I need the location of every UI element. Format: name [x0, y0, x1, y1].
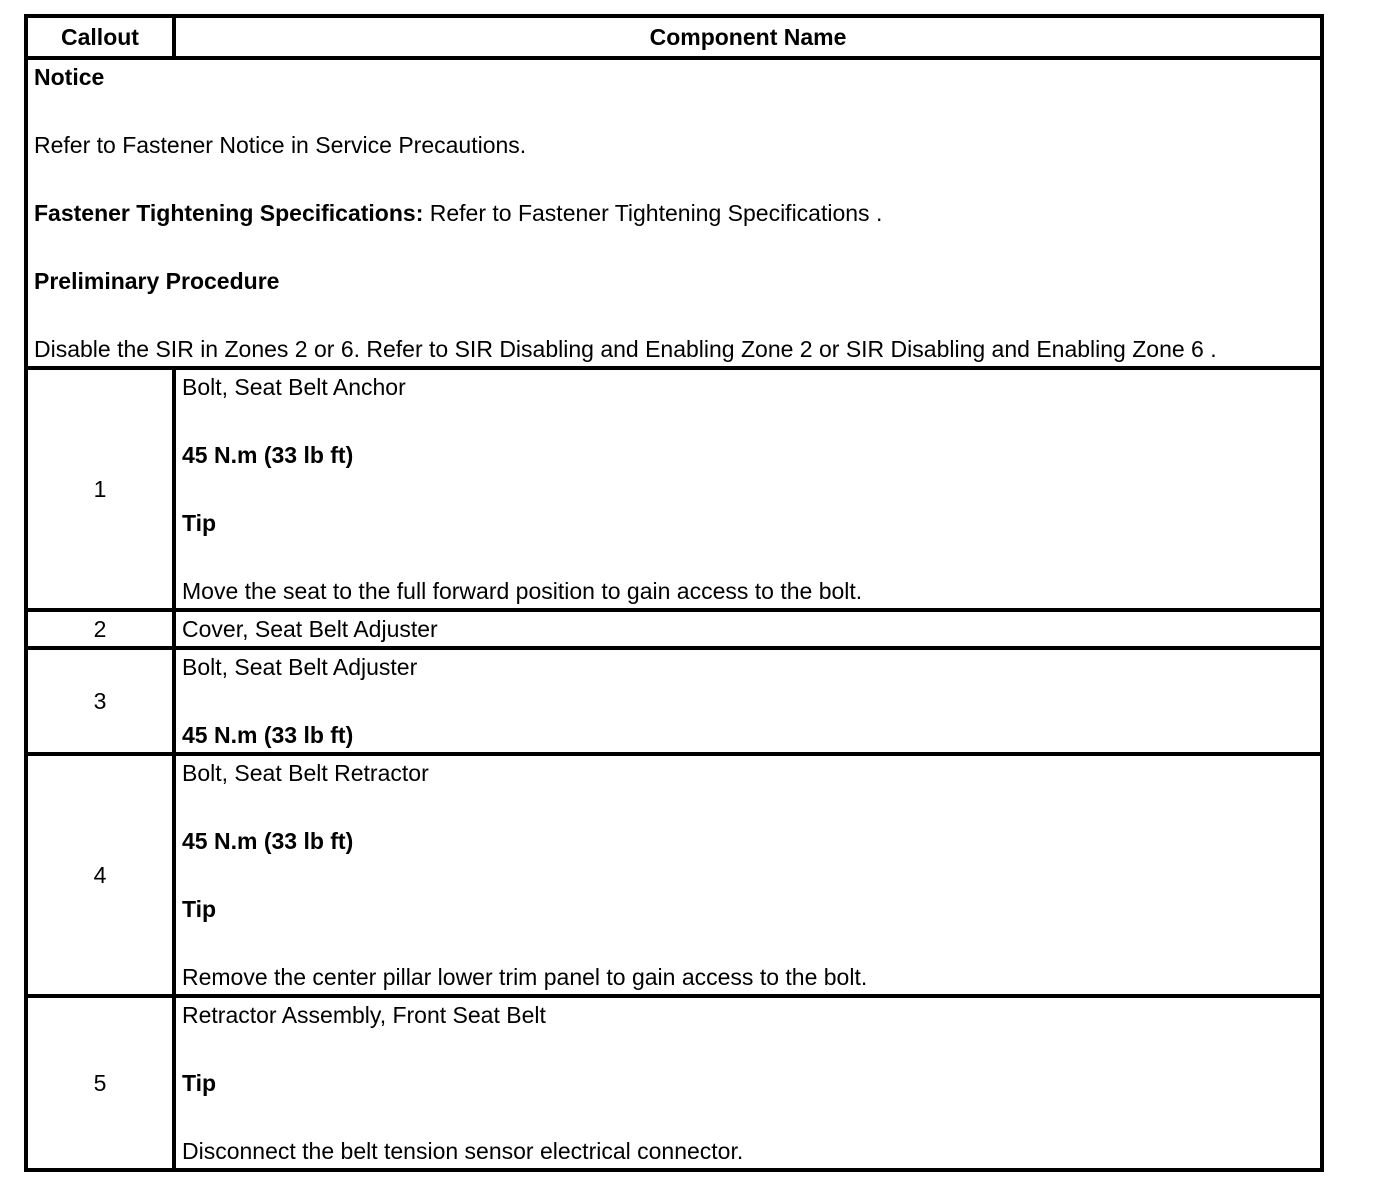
notice-title: Notice: [34, 64, 105, 90]
component-name: Retractor Assembly, Front Seat Belt: [182, 1002, 546, 1028]
preliminary-procedure-text: Disable the SIR in Zones 2 or 6. Refer to SIR Disabling and Enabling Zone 2 or SIR Disabling and Enabling Zone 6 .: [34, 336, 1217, 362]
table-row: [26, 754, 1322, 996]
component-name: Bolt, Seat Belt Adjuster: [182, 654, 418, 680]
components-table: [24, 14, 1324, 1172]
component-name: Bolt, Seat Belt Retractor: [182, 760, 429, 786]
table-row: [26, 610, 1322, 648]
tip-text: Remove the center pillar lower trim panel to gain access to the bolt.: [182, 964, 868, 990]
fastener-spec-line: [34, 196, 1314, 230]
table-row: [26, 648, 1322, 754]
table-row: [26, 996, 1322, 1170]
callout-header: Callout: [26, 16, 174, 58]
notice-row: [26, 58, 1322, 368]
tip-label: Tip: [182, 510, 217, 536]
callout-number: 1: [26, 368, 174, 610]
component-cell: [174, 368, 1322, 610]
component-cell: [174, 610, 1322, 648]
callout-number: 4: [26, 754, 174, 996]
tip-label: Tip: [182, 896, 217, 922]
table-row: [26, 368, 1322, 610]
component-cell: [174, 648, 1322, 754]
tip-text: Disconnect the belt tension sensor electrical connector.: [182, 1138, 744, 1164]
header-row: [26, 16, 1322, 58]
callout-number: 3: [26, 648, 174, 754]
notice-cell: [26, 58, 1322, 368]
torque-spec: 45 N.m (33 lb ft): [182, 442, 354, 468]
torque-spec: 45 N.m (33 lb ft): [182, 722, 354, 748]
component-name-header: Component Name: [174, 16, 1322, 58]
fastener-spec-label: Fastener Tightening Specifications:: [34, 200, 424, 226]
notice-text: Refer to Fastener Notice in Service Precautions.: [34, 132, 527, 158]
callout-number: 5: [26, 996, 174, 1170]
tip-label: Tip: [182, 1070, 217, 1096]
component-name: Bolt, Seat Belt Anchor: [182, 374, 406, 400]
component-cell: [174, 996, 1322, 1170]
tip-text: Move the seat to the full forward position to gain access to the bolt.: [182, 578, 863, 604]
torque-spec: 45 N.m (33 lb ft): [182, 828, 354, 854]
preliminary-procedure-title: Preliminary Procedure: [34, 268, 280, 294]
callout-number: 2: [26, 610, 174, 648]
component-name: Cover, Seat Belt Adjuster: [182, 616, 438, 642]
fastener-spec-text: Refer to Fastener Tightening Specifications .: [423, 200, 883, 226]
component-cell: [174, 754, 1322, 996]
